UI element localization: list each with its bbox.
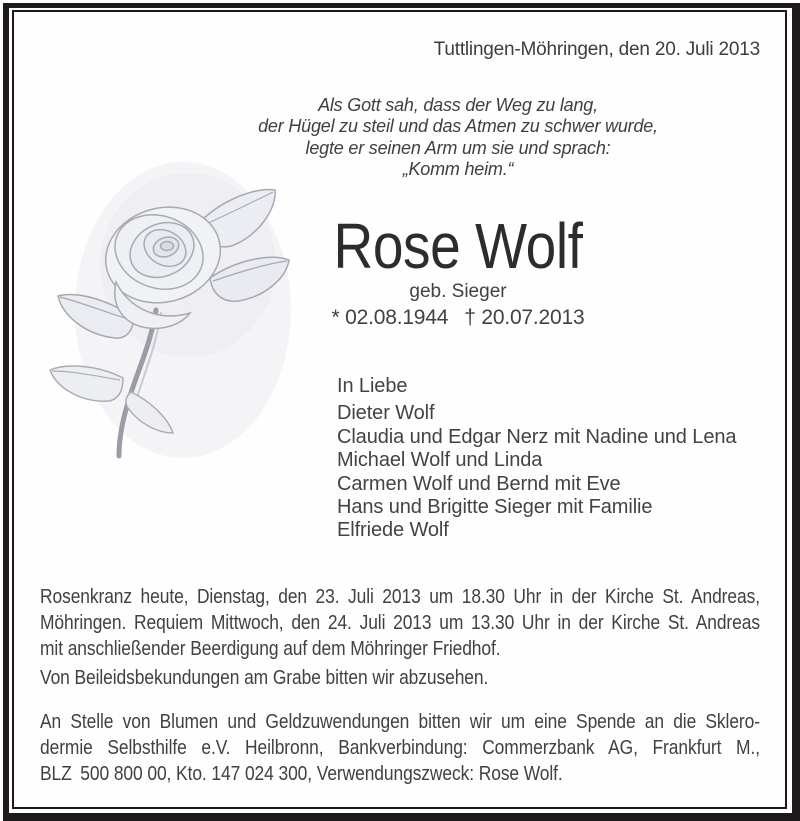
maiden-name: geb. Sieger [409,281,507,302]
mourner-name: Carmen Wolf und Bernd mit Eve [337,472,621,495]
service-info-line: mit anschließender Beerdigung auf dem Möhringer Friedhof. [40,637,501,660]
mourners-block [337,375,736,543]
service-info-line: Möhringen. Requiem Mittwoch, den 24. Juli 2013 um 13.30 Uhr in der Kirche St. Andreas [40,611,760,634]
poem-line: legte er seinen Arm um sie und sprach: [305,137,611,158]
deceased-name: Rose Wolf [333,210,583,282]
poem-line: „Komm heim.“ [402,159,514,180]
service-info-line: Rosenkranz heute, Dienstag, den 23. Juli 2013 um 18.30 Uhr in der Kirche St. Andreas, [40,585,760,608]
life-dates [233,306,683,330]
death-date: † 20.07.2013 [464,306,585,329]
condolence-note-paragraph [40,665,760,691]
poem-line: der Hügel zu steil und das Atmen zu schwer wurde, [258,116,658,137]
service-info-paragraph [40,584,760,662]
birth-date: * 02.08.1944 [331,306,449,329]
donation-info-line: An Stelle von Blumen und Geldzuwendungen bitten wir um eine Spende an die Sklero- [40,710,760,733]
mourner-name: Hans und Brigitte Sieger mit Familie [337,496,653,519]
mourner-name: Elfriede Wolf [337,519,449,542]
mourner-name: Dieter Wolf [337,402,435,425]
condolence-note-line: Von Beileidsbekundungen am Grabe bitten wir abzusehen. [40,666,489,689]
dateline-text: Tuttlingen-Möhringen, den 20. Juli 2013 [433,39,760,60]
poem-line: Als Gott sah, dass der Weg zu lang, [318,95,598,115]
donation-info-line: dermie Selbsthilfe e.V. Heilbronn, Bankverbindung: Commerzbank AG, Frankfurt M., [40,736,760,759]
mourners-intro: In Liebe [337,375,408,397]
donation-info-paragraph [40,709,760,787]
mourner-name: Claudia und Edgar Nerz mit Nadine und Lena [337,425,737,448]
mourner-name: Michael Wolf und Linda [337,449,543,472]
donation-info-line: BLZ 500 800 00, Kto. 147 024 300, Verwendungszweck: Rose Wolf. [40,762,563,785]
